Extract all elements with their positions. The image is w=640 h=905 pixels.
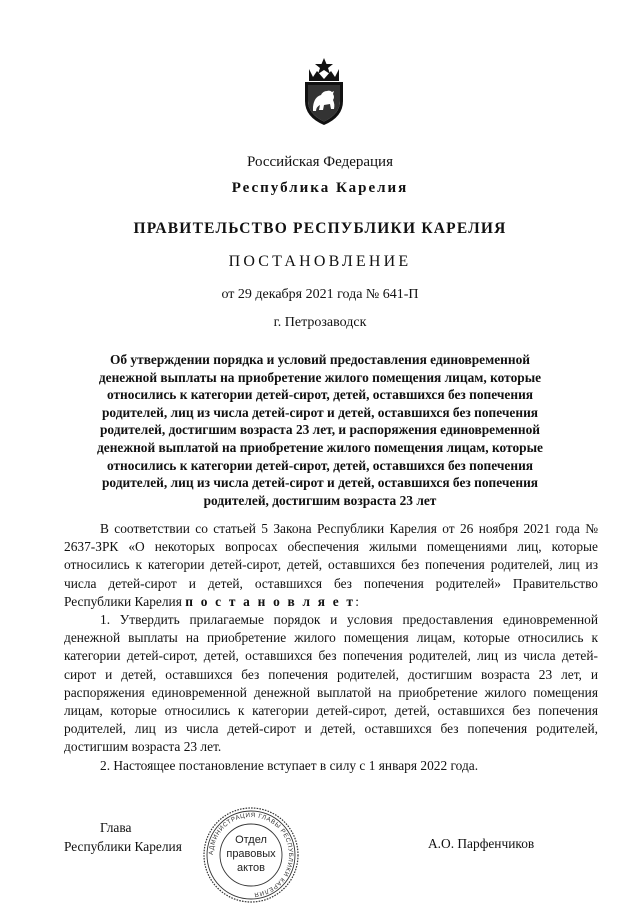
item-1: 1. Утвердить прилагаемые порядок и условия предоставления единовременной денежной выплаты на приобретение жилого помещения лицам, которые относились к категории детей-сирот, детей, оставшихся без попечения родителей, лиц из числа детей-сирот и детей, оставшихся без попечения родителей, достигшим возраста 23 лет, и распоряжения единовременной денежной выплатой на приобретение жилого помещения лицам, которые относились к категории детей-сирот, детей, оставшихся без попечения родителей, лиц из числа детей-сирот и детей, оставшихся без попечения родителей, достигшим возраста 23 лет. bbox=[64, 612, 598, 755]
government-name: ПРАВИТЕЛЬСТВО РЕСПУБЛИКИ КАРЕЛИЯ bbox=[133, 220, 507, 237]
resolves-colon: : bbox=[355, 593, 359, 609]
title-line: относились к категории детей-сирот, детей, оставшихся без попечения bbox=[106, 387, 534, 403]
official-stamp bbox=[201, 805, 301, 905]
title-line: родителей, лиц из числа детей-сирот и детей, оставшихся без попечения bbox=[101, 475, 539, 491]
title-line: денежной выплаты на приобретение жилого помещения лицам, которые bbox=[98, 369, 542, 385]
title-line: родителей, достигшим возраста 23 лет, и распоряжения единовременной bbox=[99, 422, 541, 438]
preamble-paragraph bbox=[64, 520, 598, 611]
position-line: Республики Карелия bbox=[64, 839, 182, 854]
signatory-position bbox=[64, 818, 182, 856]
title-line: денежной выплатой на приобретение жилого помещения лицам, которые bbox=[96, 439, 543, 455]
document-title bbox=[64, 351, 576, 509]
date-number: от 29 декабря 2021 года № 641-П bbox=[221, 287, 419, 302]
signatory-name: А.О. Парфенчиков bbox=[428, 836, 535, 851]
republic-name: Республика Карелия bbox=[231, 180, 409, 196]
preamble-text: В соответствии со статьей 5 Закона Республики Карелия от 26 ноября 2021 года № 2637-ЗРК «О некоторых вопросах обеспечения жилыми помещениями лиц, которые относились к категории детей-сирот, детей, оставшихся без попечения родителей, лиц из числа детей-сирот и детей, оставшихся без попечения родителей» Правительство Республики Карелия bbox=[64, 521, 598, 609]
stamp-ring-text: АДМИНИСТРАЦИЯ ГЛАВЫ РЕСПУБЛИКИ КАРЕЛИЯ bbox=[207, 811, 295, 898]
title-line: Об утверждении порядка и условий предоставления единовременной bbox=[109, 352, 531, 367]
position-line: Глава bbox=[100, 820, 132, 835]
title-line: родителей, лиц из числа детей-сирот и детей, оставшихся без попечения bbox=[101, 404, 539, 420]
stamp-text-line: правовых bbox=[226, 848, 276, 860]
country-name: Российская Федерация bbox=[247, 154, 393, 170]
document-body bbox=[64, 520, 598, 775]
document-type: ПОСТАНОВЛЕНИЕ bbox=[228, 253, 412, 270]
title-line: родителей, достигшим возраста 23 лет bbox=[203, 492, 437, 508]
resolves-word: п о с т а н о в л я е т bbox=[185, 593, 356, 609]
coat-of-arms-icon bbox=[299, 57, 349, 127]
city: г. Петрозаводск bbox=[273, 315, 367, 330]
item-2: 2. Настоящее постановление вступает в силу с 1 января 2022 года. bbox=[100, 757, 479, 773]
stamp-text-line: Отдел bbox=[235, 834, 267, 846]
title-line: относились к категории детей-сирот, детей, оставшихся без попечения bbox=[106, 457, 534, 473]
stamp-text-line: актов bbox=[237, 862, 265, 874]
